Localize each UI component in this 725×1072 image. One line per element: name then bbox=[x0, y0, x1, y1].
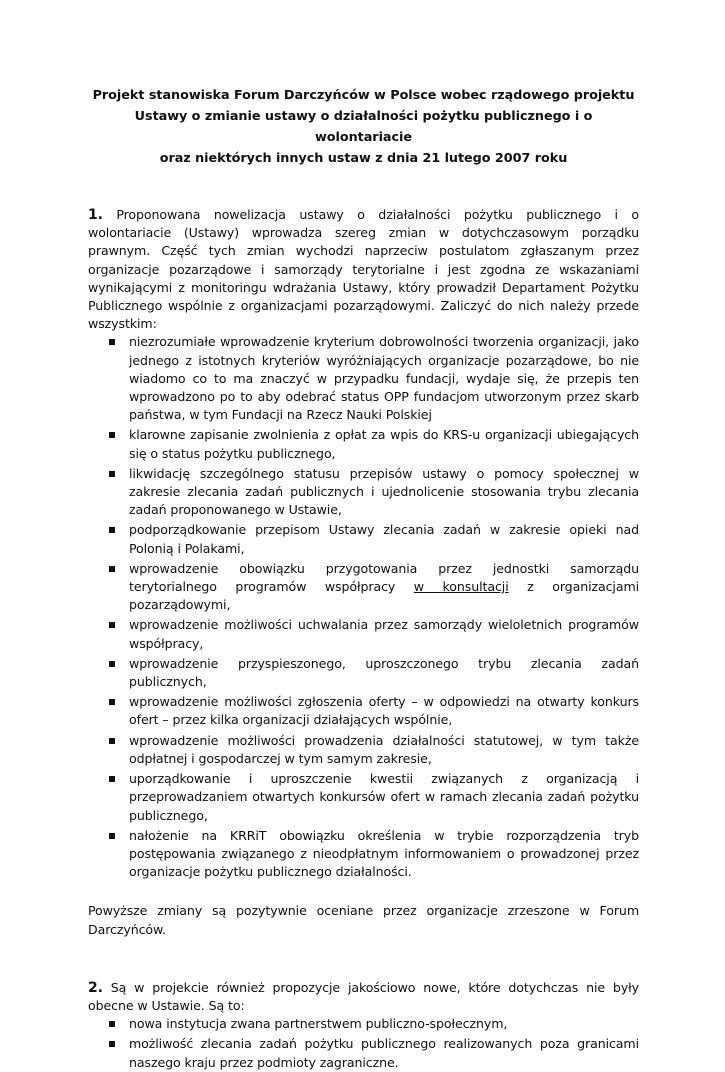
square-bullet-icon bbox=[109, 1041, 115, 1047]
list-item-text: nałożenie na KRRiT obowiązku określenia w trybie rozporządzenia tryb postępowania związanego z nieodpłatnym informowaniem o prowadzonej przez organizacje pożytku publicznego działalności. bbox=[129, 827, 639, 880]
list-item bbox=[129, 521, 639, 557]
list-item bbox=[129, 333, 639, 424]
list-item-text: podporządkowanie przepisom Ustawy zlecania zadań w zakresie opieki nad Polonią i Polakami, bbox=[129, 522, 639, 556]
list-item-text: wprowadzenie możliwości uchwalania przez samorządy wieloletnich programów współpracy, bbox=[129, 617, 639, 651]
list-item-text: klarowne zapisanie zwolnienia z opłat za wpis do KRS-u organizacji ubiegających się o status pożytku publicznego, bbox=[129, 427, 639, 461]
square-bullet-icon bbox=[109, 339, 115, 345]
list-item-text-after: z organizacjami pozarządowymi, bbox=[129, 579, 640, 613]
list-item-text: uporządkowanie i uproszczenie kwestii związanych z organizacją i przeprowadzaniem otwartych konkursów ofert w ramach zlecania zadań pożytku publicznego, bbox=[129, 771, 639, 823]
section-1 bbox=[88, 206, 639, 939]
square-bullet-icon bbox=[109, 471, 115, 477]
section-2-intro-text: Są w projekcie również propozycje jakościowo nowe, które dotychczas nie były obecne w Ustawie. Są to: bbox=[88, 979, 640, 1013]
underlined-term: w konsultacji bbox=[413, 579, 509, 595]
list-item bbox=[129, 560, 639, 615]
square-bullet-icon bbox=[109, 776, 115, 782]
square-bullet-icon bbox=[109, 622, 115, 628]
list-item bbox=[129, 827, 639, 882]
section-number: 1. bbox=[88, 207, 103, 223]
list-item-text: możliwość zlecania zadań pożytku publicznego realizowanych poza granicami naszego kraju przez podmioty zagraniczne. bbox=[129, 1036, 639, 1070]
section-2-intro bbox=[88, 979, 639, 1015]
list-item bbox=[129, 732, 639, 768]
title-line: oraz niektórych innych ustaw z dnia 21 lutego 2007 roku bbox=[159, 151, 568, 166]
section-1-bullet-list bbox=[88, 333, 639, 881]
list-item-text: wprowadzenie możliwości prowadzenia działalności statutowej, w tym także odpłatnej i gospodarczej w tym samym zakresie, bbox=[129, 732, 639, 766]
list-item bbox=[129, 1035, 639, 1071]
square-bullet-icon bbox=[109, 432, 115, 438]
square-bullet-icon bbox=[109, 527, 115, 533]
list-item-text: likwidację szczególnego statusu przepisów ustawy o pomocy społecznej w zakresie zlecania zadań publicznych i ujednolicenie stosowania trybu zlecania zadań proponowanego w Ustawie, bbox=[129, 465, 639, 518]
title-line: Ustawy o zmianie ustawy o działalności pożytku publicznego i o wolontariacie bbox=[134, 109, 593, 145]
square-bullet-icon bbox=[109, 661, 115, 667]
section-1-summary: Powyższe zmiany są pozytywnie oceniane przez organizacje zrzeszone w Forum Darczyńców. bbox=[88, 903, 639, 937]
square-bullet-icon bbox=[109, 1021, 115, 1027]
title-line: Projekt stanowiska Forum Darczyńców w Polsce wobec rządowego projektu bbox=[92, 88, 635, 103]
list-item-text: nowa instytucja zwana partnerstwem publiczno-społecznym, bbox=[129, 1016, 508, 1032]
square-bullet-icon bbox=[109, 566, 115, 572]
square-bullet-icon bbox=[109, 833, 115, 839]
list-item bbox=[129, 693, 639, 729]
list-item bbox=[129, 426, 639, 462]
list-item-text: niezrozumiałe wprowadzenie kryterium dobrowolności tworzenia organizacji, jako jednego z istotnych kryteriów wyróżniających organizacje pozarządowe, bo nie wiadomo co to ma znaczyć w przypadku fundacji, wydaje się, że przepis ten wprowadzono po to aby odebrać status OPP fundacjom utworzonym przez skarb państwa, w tym Fundacji na Rzecz Nauki Polskiej bbox=[129, 334, 639, 423]
list-item bbox=[129, 770, 639, 825]
list-item bbox=[129, 616, 639, 652]
list-item bbox=[129, 1015, 639, 1033]
section-1-intro-text: Proponowana nowelizacja ustawy o działalności pożytku publicznego i o wolontariacie (Ustawy) wprowadza szereg zmian w dotychczasowym porządku prawnym. Część tych zmian wychodzi naprzeciw postulatom zgłaszanym przez organizacje pozarządowe i samorządy terytorialne i jest zgodna ze wskazaniami wynikającymi z monitoringu wdrażania Ustawy, który prowadził Departament Pożytku Publicznego wspólnie z organizacjami pozarządowymi. Zaliczyć do nich należy przede wszystkim: bbox=[88, 207, 640, 332]
list-item bbox=[129, 655, 639, 691]
document-title bbox=[88, 85, 639, 169]
list-item-text: wprowadzenie możliwości zgłoszenia oferty – w odpowiedzi na otwarty konkurs ofert – przez kilka organizacji działających wspólnie, bbox=[129, 694, 639, 728]
list-item-text: wprowadzenie przyspieszonego, uproszczonego trybu zlecania zadań publicznych, bbox=[129, 655, 639, 690]
section-2 bbox=[88, 979, 639, 1072]
section-1-intro bbox=[88, 206, 639, 333]
square-bullet-icon bbox=[109, 738, 115, 744]
list-item bbox=[129, 465, 639, 520]
section-number: 2. bbox=[88, 979, 103, 996]
list-item-text-before: wprowadzenie obowiązku przygotowania przez jednostki samorządu terytorialnego programów współpracy bbox=[129, 560, 639, 595]
square-bullet-icon bbox=[109, 699, 115, 705]
